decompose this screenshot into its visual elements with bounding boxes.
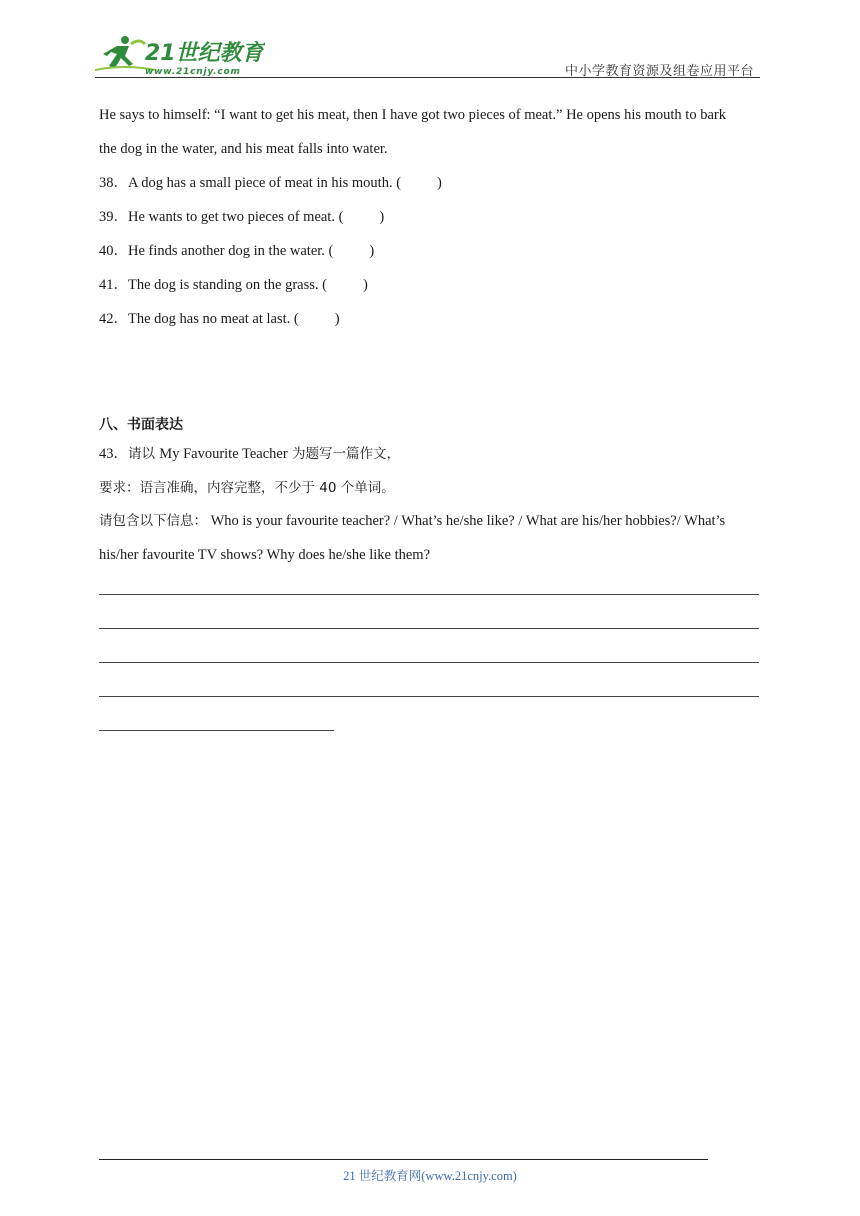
requirement-text: 要求：语言准确，内容完整，不少于 40 个单词。 xyxy=(99,480,395,496)
question-39 xyxy=(99,208,384,226)
question-number: 40． xyxy=(99,243,128,259)
question-number: 42． xyxy=(99,311,128,327)
question-close-paren: ) xyxy=(437,175,442,191)
question-text: The dog has no meat at last. ( xyxy=(128,311,299,327)
question-42 xyxy=(99,310,340,328)
question-text: The dog is standing on the grass. ( xyxy=(128,277,327,293)
passage-line-2: the dog in the water, and his meat falls into water. xyxy=(99,141,388,157)
question-number: 38． xyxy=(99,175,128,191)
question-text: He wants to get two pieces of meat. ( xyxy=(128,209,344,225)
footer-site-link[interactable]: 21 世纪教育网(www.21cnjy.com) xyxy=(343,1169,517,1183)
header-divider xyxy=(95,77,760,78)
question-text: A dog has a small piece of meat in his mouth. ( xyxy=(128,175,402,191)
question-number: 41． xyxy=(99,277,128,293)
section-title: 八、书面表达 xyxy=(99,417,183,433)
writing-line[interactable] xyxy=(99,594,759,595)
include-info-line-2: his/her favourite TV shows? Why does he/she like them? xyxy=(99,547,431,563)
writing-line[interactable] xyxy=(99,696,759,697)
include-questions: Who is your favourite teacher? / What’s he/she like? / What are his/her hobbies?/ What’s xyxy=(207,513,726,529)
include-info-line-1 xyxy=(99,512,725,530)
question-close-paren: ) xyxy=(379,209,385,225)
question-number: 39． xyxy=(99,209,128,225)
question-close-paren: ) xyxy=(362,277,368,293)
svg-text:www.21cnjy.com: www.21cnjy.com xyxy=(145,67,241,77)
question-41 xyxy=(99,276,368,294)
platform-name: 中小学教育资源及组卷应用平台 xyxy=(564,64,754,79)
question-text: He finds another dog in the water. ( xyxy=(128,243,334,259)
page-header xyxy=(95,28,760,78)
include-prefix: 请包含以下信息： xyxy=(99,513,207,529)
prompt-suffix: 为题写一篇作文， xyxy=(287,446,400,462)
question-number: 43． xyxy=(99,446,128,462)
passage-line-1: He says to himself: “I want to get his meat, then I have got two pieces of meat.” He opens his mouth to bark xyxy=(99,107,726,123)
question-43 xyxy=(99,445,400,463)
writing-line[interactable] xyxy=(99,662,759,663)
question-38 xyxy=(99,174,442,192)
writing-line[interactable] xyxy=(99,628,759,629)
svg-text:21世纪教育: 21世纪教育 xyxy=(145,41,264,66)
footer-divider xyxy=(99,1159,708,1160)
prompt-prefix: 请以 xyxy=(128,446,160,462)
question-40 xyxy=(99,242,374,260)
question-close-paren: ) xyxy=(334,311,340,327)
question-close-paren: ) xyxy=(369,243,375,259)
writing-line[interactable] xyxy=(99,730,334,731)
essay-topic: My Favourite Teacher xyxy=(159,446,288,462)
site-logo xyxy=(95,34,265,78)
